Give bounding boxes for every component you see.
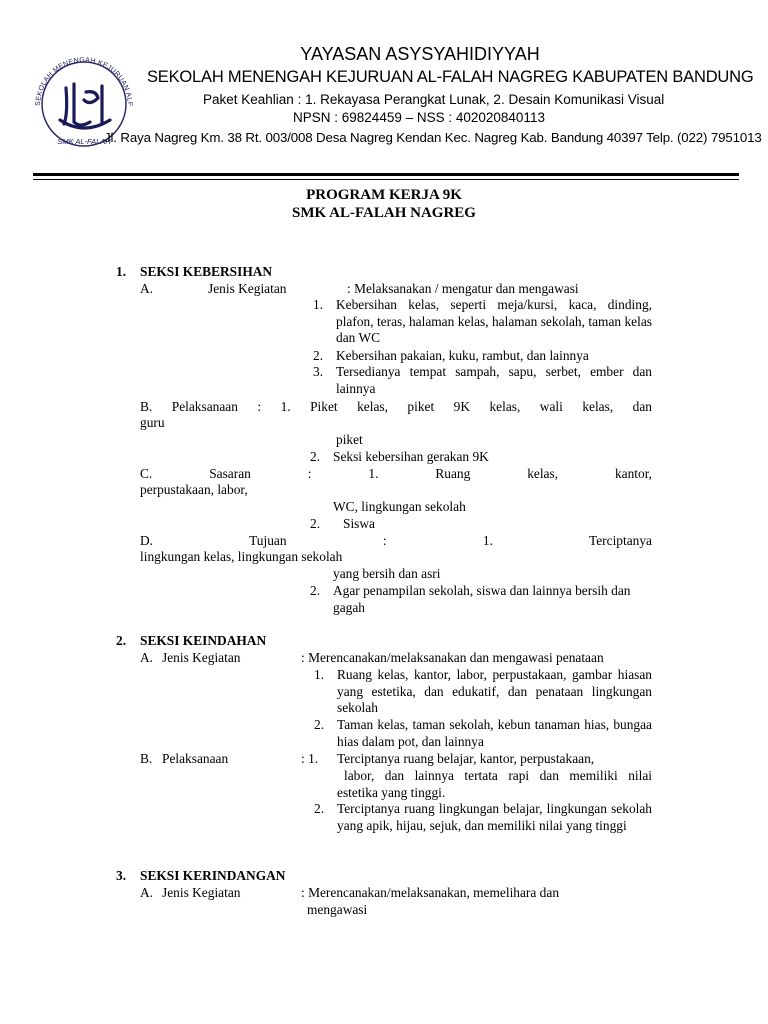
item-number: 2. [310,583,321,598]
item-text: Taman kelas, taman sekolah, kebun tanaman hias, bungaa hias dalam pot, dan lainnya [337,717,652,749]
subsection-line: WC, lingkungan sekolah [333,499,466,514]
svg-text:SEKOLAH MENENGAH KEJURUAN ALFA: SEKOLAH MENENGAH KEJURUAN ALF [34,56,134,107]
item-number: 2. [310,516,321,531]
doc-subtitle: SMK AL-FALAH NAGREG [292,205,476,221]
item-number: 2. [314,801,325,816]
subsection-line: perpustakaan, labor, [140,482,248,497]
item-text: Seksi kebersihan gerakan 9K [333,449,489,464]
subsection-value: : Merencanakan/melaksanakan dan mengawasi penataan [301,650,604,665]
section-heading: SEKSI KERINDANGAN [140,868,286,883]
subsection-value: : 1. [301,751,319,766]
subsection-line: yang bersih dan asri [333,566,441,581]
subsection-label: Jenis Kegiatan [208,281,287,296]
subsection-value: : Melaksanakan / mengatur dan mengawasi [347,281,579,296]
subsection-letter: A. [140,281,154,296]
school-name: SEKOLAH MENENGAH KEJURUAN AL-FALAH NAGREG KABUPATEN BANDUNG [147,68,754,86]
item-text: Terciptanya ruang lingkungan belajar, lingkungan sekolah yang apik, hijau, sejuk, dan memiliki nilai yang tinggi [337,801,652,833]
school-ids: NPSN : 69824459 – NSS : 402020840113 [293,110,545,125]
item-text: labor, dan lainnya tertata rapi dan memiliki nilai [344,768,652,783]
subsection-value: : Merencanakan/melaksanakan, memelihara dan [301,885,560,900]
foundation-name: YAYASAN ASYSYAHIDIYYAH [300,44,540,64]
item-text: Siswa [343,516,375,531]
section-heading: SEKSI KEBERSIHAN [140,264,273,279]
subsection-label: Jenis Kegiatan [162,650,241,665]
item-text: Ruang kelas, kantor, labor, perpustakaan, gambar hiasan yang estetika, dan edukatif, dan penataan lingkungan sekolah [337,667,652,716]
item-number: 2. [310,449,321,464]
subsection-line: piket [336,432,363,447]
subsection-value: mengawasi [307,902,368,917]
item-text: Kebersihan kelas, seperti meja/kursi, kaca, dinding, plafon, teras, halaman kelas, halaman sekolah, taman kelas dan WC [336,297,652,346]
item-number: 2. [314,717,325,732]
item-text: Tersedianya tempat sampah, sapu, serbet, ember dan lainnya [336,364,652,396]
item-text: Terciptanya ruang belajar, kantor, perpustakaan, [337,751,595,766]
item-number: 3. [313,364,324,379]
header-rule-thin [33,179,739,180]
doc-title: PROGRAM KERJA 9K [306,187,462,203]
svg-text:SMK AL-FALAH: SMK AL-FALAH [57,137,111,146]
subsection-line: C. Sasaran : 1. Ruang kelas, kantor, [140,466,652,481]
subsection-line: guru [140,415,165,430]
item-text: Kebersihan pakaian, kuku, rambut, dan lainnya [336,348,589,363]
programs-line: Paket Keahlian : 1. Rekayasa Perangkat Lunak, 2. Desain Komunikasi Visual [203,92,665,107]
item-number: 1. [314,667,325,682]
item-text: Agar penampilan sekolah, siswa dan lainnya bersih dan gagah [333,583,631,615]
subsection-letter: B. [140,751,153,766]
header-rule-thick [33,173,739,176]
section-heading: SEKSI KEINDAHAN [140,633,267,648]
item-text: estetika yang tinggi. [337,785,446,800]
subsection-line: D. Tujuan : 1. Terciptanya [140,533,652,548]
school-address: Jl. Raya Nagreg Km. 38 Rt. 003/008 Desa Nagreg Kendan Kec. Nagreg Kab. Bandung 40397 Telp. (022) 7951013 [104,130,762,145]
subsection-line: B. Pelaksanaan : 1. Piket kelas, piket 9K kelas, wali kelas, dan [140,399,652,414]
subsection-label: Pelaksanaan [162,751,229,766]
section-number: 3. [116,868,127,883]
subsection-line: lingkungan kelas, lingkungan sekolah [140,549,343,564]
subsection-letter: A. [140,885,154,900]
subsection-label: Jenis Kegiatan [162,885,241,900]
item-number: 2. [313,348,324,363]
subsection-letter: A. [140,650,154,665]
section-number: 2. [116,633,127,648]
section-number: 1. [116,264,127,279]
item-number: 1. [313,297,324,312]
